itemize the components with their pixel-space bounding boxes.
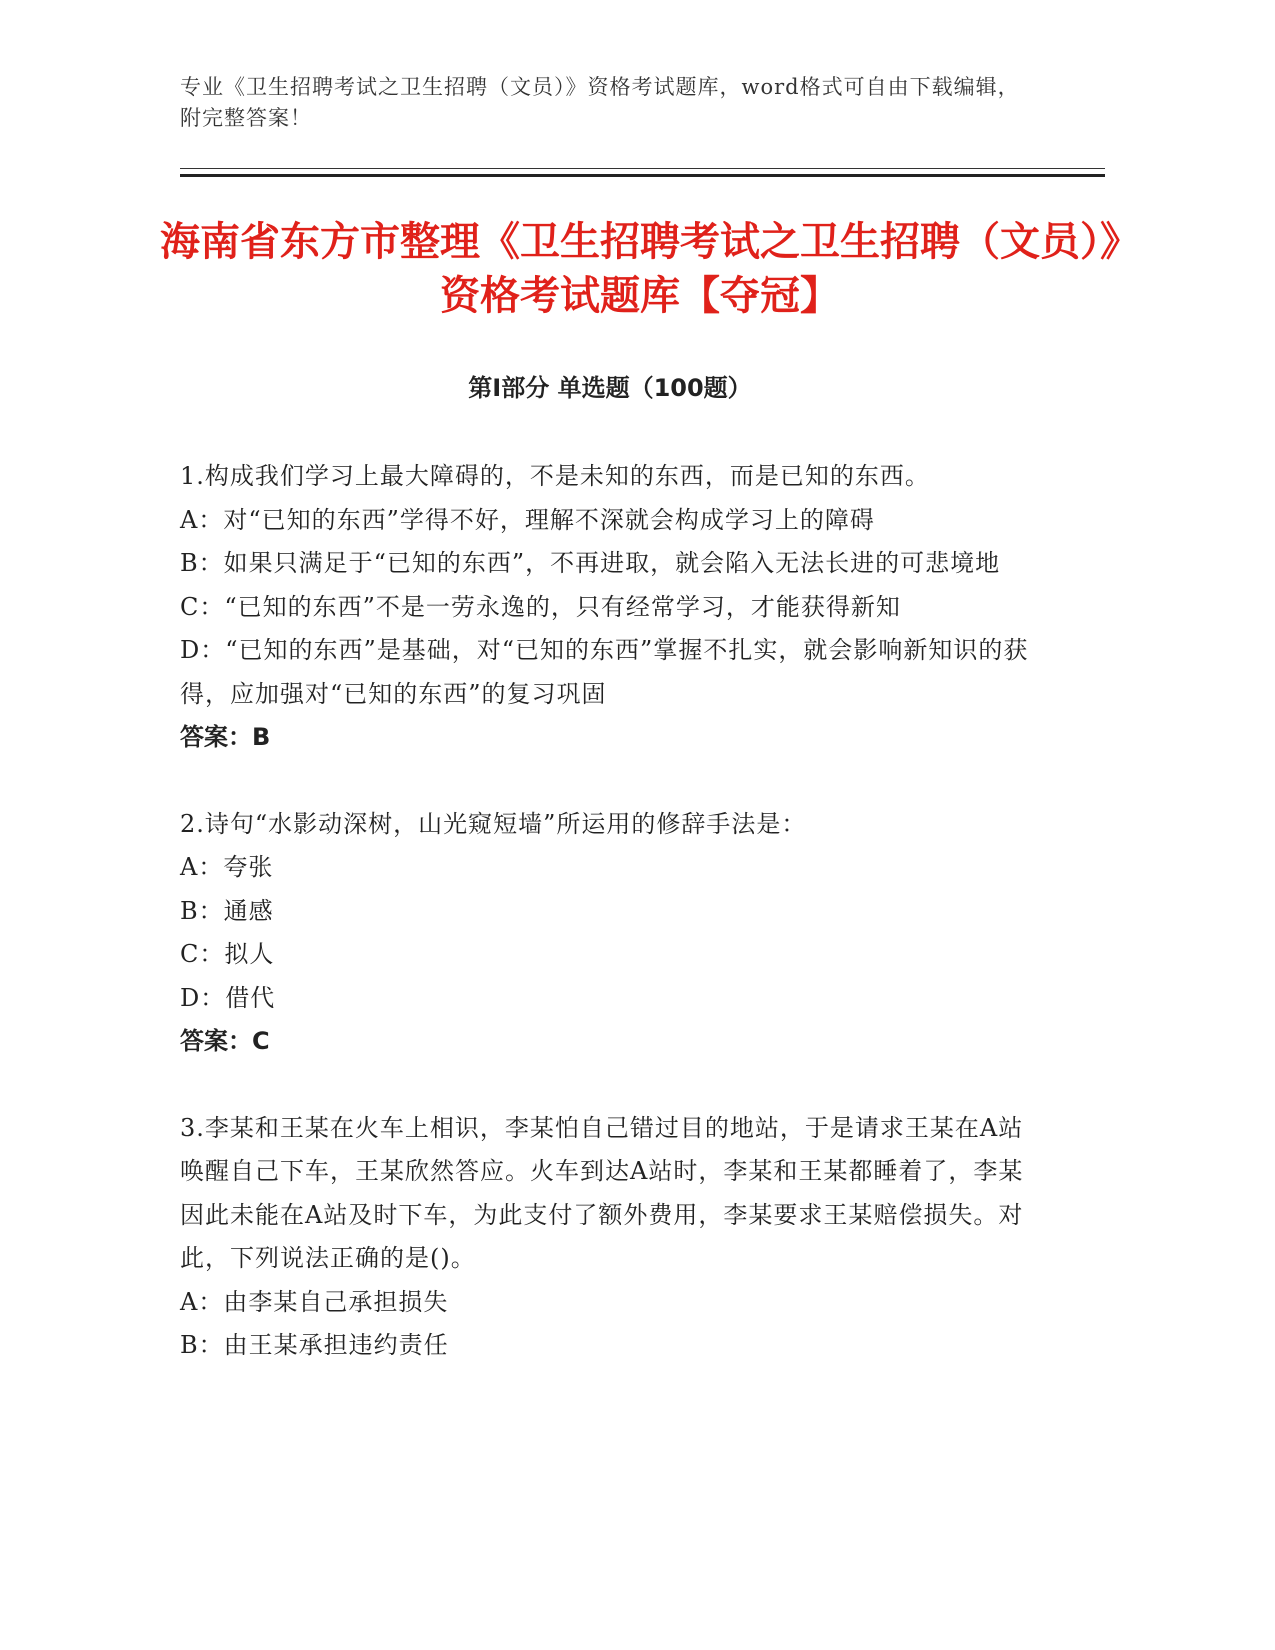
header-divider-thin: [180, 168, 1105, 169]
question-stem: 1.构成我们学习上最大障碍的，不是未知的东西，而是已知的东西。: [180, 462, 930, 490]
header-divider-thick: [180, 174, 1105, 177]
answer-label: 答案：B: [180, 723, 271, 751]
question-stem: 2.诗句“水影动深树，山光窥短墙”所运用的修辞手法是：: [180, 809, 807, 838]
option-a: A：对“已知的东西”学得不好，理解不深就会构成学习上的障碍: [180, 505, 875, 534]
option-b: B：由王某承担违约责任: [180, 1331, 449, 1359]
question-list: [180, 455, 1040, 1411]
option-d: D：借代: [180, 983, 276, 1012]
option-d: D：“已知的东西”是基础，对“已知的东西”掌握不扎实，就会影响新知识的获得，应加强对“已知的东西”的复习巩固: [180, 636, 1029, 708]
option-c: C：“已知的东西”不是一劳永逸的，只有经常学习，才能获得新知: [180, 592, 901, 621]
option-b: B：如果只满足于“已知的东西”，不再进取，就会陷入无法长进的可悲境地: [180, 549, 1001, 577]
option-b: B：通感: [180, 896, 274, 925]
document-title: 海南省东方市整理《卫生招聘考试之卫生招聘（文员）》资格考试题库【夺冠】: [160, 219, 1120, 319]
option-a: A：由李某自己承担损失: [180, 1287, 449, 1316]
header-note: 专业《卫生招聘考试之卫生招聘（文员）》资格考试题库，word格式可自由下载编辑，附完整答案！: [180, 75, 1020, 130]
option-a: A：夸张: [180, 853, 274, 881]
section-heading: 第Ⅰ部分 单选题（100题）: [468, 374, 752, 402]
question-3: [180, 1107, 1040, 1368]
question-2: [180, 803, 1040, 1064]
option-c: C：拟人: [180, 940, 275, 968]
question-stem: 3.李某和王某在火车上相识，李某怕自己错过目的地站，于是请求王某在A站唤醒自己下车，王某欣然答应。火车到达A站时，李某和王某都睡着了，李某因此未能在A站及时下车，为此支付了额外费用，李某要求王某赔偿损失。对此，下列说法正确的是()。: [180, 1113, 1024, 1272]
question-1: [180, 455, 1040, 760]
answer-label: 答案：C: [180, 1027, 270, 1055]
